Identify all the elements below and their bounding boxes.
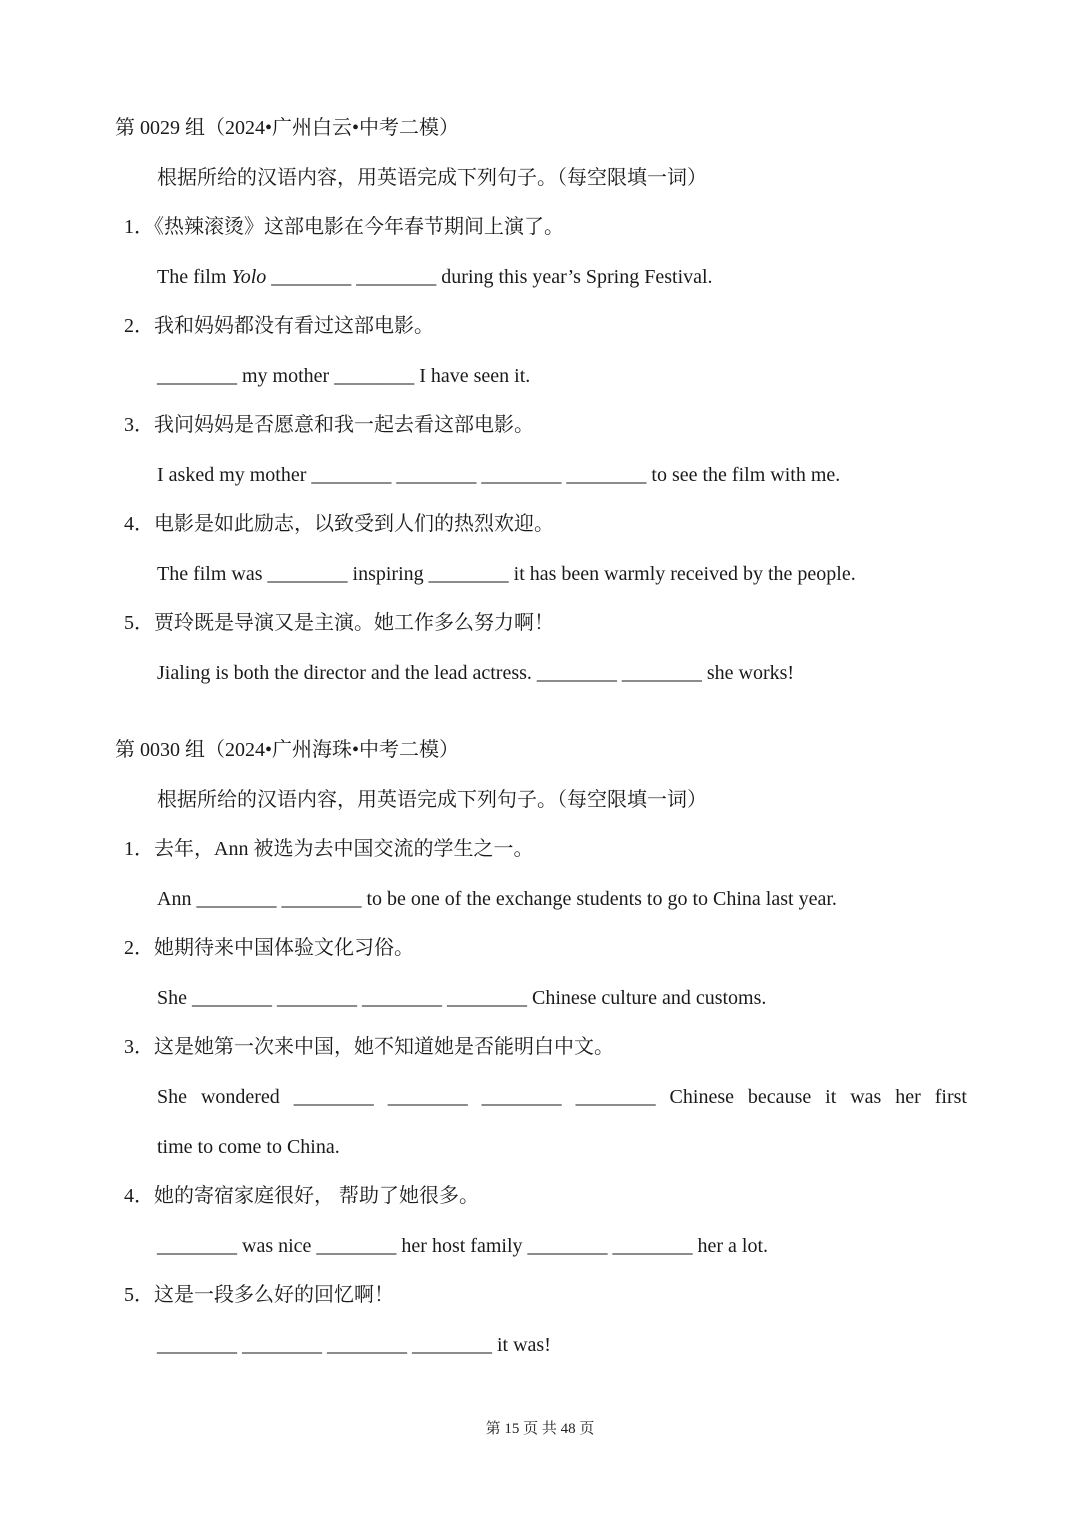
question-english: ________ was nice ________ her host family ________ ________ her a lot. <box>157 1235 769 1257</box>
group-title: 第 0030 组（2024•广州海珠•中考二模） <box>115 739 460 761</box>
question-chinese: 5．贾玲既是导演又是主演。她工作多么努力啊！ <box>124 612 554 634</box>
question-english: I asked my mother ________ ________ ________ ________ to see the film with me. <box>157 464 841 486</box>
question-english-continued: time to come to China. <box>157 1136 340 1158</box>
english-text: ________ ________ during this year’s Spring Festival. <box>266 266 713 288</box>
question-english: Ann ________ ________ to be one of the exchange students to go to China last year. <box>157 888 837 910</box>
question-english <box>157 263 713 291</box>
instruction: 根据所给的汉语内容，用英语完成下列句子。（每空限填一词） <box>157 167 707 189</box>
question-english: ________ ________ ________ ________ it was! <box>157 1334 551 1356</box>
question-english: Jialing is both the director and the lead actress. ________ ________ she works! <box>157 662 795 684</box>
page-number: 第 15 页 共 48 页 <box>485 1421 595 1437</box>
question-chinese: 1．去年，Ann 被选为去中国交流的学生之一。 <box>124 838 534 860</box>
question-chinese: 2．我和妈妈都没有看过这部电影。 <box>124 315 434 337</box>
question-chinese: 3．我问妈妈是否愿意和我一起去看这部电影。 <box>124 414 534 436</box>
question-chinese: 2．她期待来中国体验文化习俗。 <box>124 937 414 959</box>
question-english: She wondered ________ ________ ________ ________ Chinese because it was her first <box>157 1086 967 1108</box>
question-chinese: 5．这是一段多么好的回忆啊！ <box>124 1284 394 1306</box>
film-title: Yolo <box>231 266 267 288</box>
question-english: ________ my mother ________ I have seen it. <box>157 365 531 387</box>
instruction: 根据所给的汉语内容，用英语完成下列句子。（每空限填一词） <box>157 789 707 811</box>
question-english: The film was ________ inspiring ________ it has been warmly received by the people. <box>157 563 856 585</box>
question-english: She ________ ________ ________ ________ Chinese culture and customs. <box>157 987 767 1009</box>
question-chinese: 1．《热辣滚烫》这部电影在今年春节期间上演了。 <box>124 216 564 238</box>
group-title: 第 0029 组（2024•广州白云•中考二模） <box>115 117 460 139</box>
question-chinese: 3．这是她第一次来中国，她不知道她是否能明白中文。 <box>124 1036 614 1058</box>
question-chinese: 4．她的寄宿家庭很好， 帮助了她很多。 <box>124 1185 479 1207</box>
question-chinese: 4．电影是如此励志，以致受到人们的热烈欢迎。 <box>124 513 554 535</box>
english-text: The film <box>157 266 232 288</box>
